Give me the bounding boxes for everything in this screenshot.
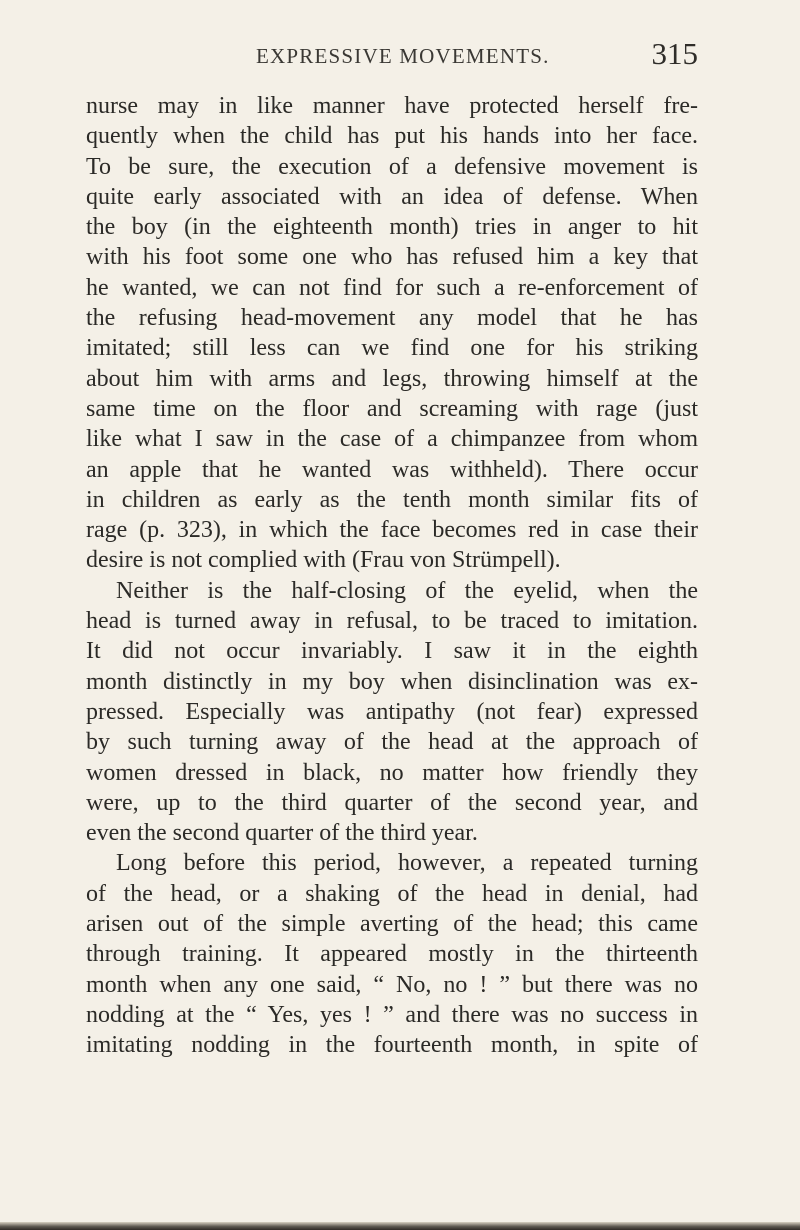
text-line: through training. It appeared mostly in the thirteenth bbox=[86, 941, 698, 968]
text-line: by such turning away of the head at the approach of bbox=[86, 729, 698, 756]
text-line: about him with arms and legs, throwing himself at the bbox=[86, 365, 698, 392]
text-line: imitated; still less can we find one for his striking bbox=[86, 335, 698, 362]
text-line: It did not occur invariably. I saw it in the eighth bbox=[86, 638, 698, 665]
running-title: EXPRESSIVE MOVEMENTS. bbox=[256, 44, 550, 68]
text-line: women dressed in black, no matter how friendly they bbox=[86, 759, 698, 786]
running-head bbox=[86, 36, 698, 72]
text-line: the refusing head-movement any model that he has bbox=[86, 305, 698, 332]
text-line: even the second quarter of the third year. bbox=[86, 820, 478, 847]
text-line: the boy (in the eighteenth month) tries in anger to hit bbox=[86, 214, 698, 241]
text-line: nodding at the “ Yes, yes ! ” and there was no success in bbox=[86, 1001, 698, 1028]
text-line: like what I saw in the case of a chimpanzee from whom bbox=[86, 426, 698, 453]
text-line: month distinctly in my boy when disinclination was ex- bbox=[86, 668, 698, 695]
text-line: month when any one said, “ No, no ! ” but there was no bbox=[86, 971, 698, 998]
text-line: desire is not complied with (Frau von Strümpell). bbox=[86, 547, 561, 574]
text-line: same time on the floor and screaming with rage (just bbox=[86, 395, 698, 422]
page-number: 315 bbox=[651, 36, 698, 71]
text-line: of the head, or a shaking of the head in denial, had bbox=[86, 880, 698, 907]
paragraph-start-line: Neither is the half-closing of the eyelid, when the bbox=[116, 577, 698, 604]
text-line: quite early associated with an idea of defense. When bbox=[86, 183, 698, 210]
text-line: quently when the child has put his hands into her face. bbox=[86, 123, 698, 150]
text-line: To be sure, the execution of a defensive movement is bbox=[86, 153, 698, 180]
text-line: imitating nodding in the fourteenth month, in spite of bbox=[86, 1032, 698, 1059]
text-line: he wanted, we can not find for such a re-enforcement of bbox=[86, 274, 698, 301]
text-line: were, up to the third quarter of the second year, and bbox=[86, 789, 698, 816]
body-text bbox=[86, 91, 698, 1061]
paragraph-start-line: Long before this period, however, a repeated turning bbox=[116, 850, 698, 877]
text-line: in children as early as the tenth month similar fits of bbox=[86, 486, 698, 513]
text-line: arisen out of the simple averting of the head; this came bbox=[86, 911, 698, 938]
text-line: an apple that he wanted was withheld). There occur bbox=[86, 456, 698, 483]
text-line: nurse may in like manner have protected herself fre- bbox=[86, 93, 698, 119]
text-line: pressed. Especially was antipathy (not fear) expressed bbox=[86, 698, 698, 725]
text-line: rage (p. 323), in which the face becomes red in case their bbox=[86, 517, 698, 544]
scan-bottom-edge bbox=[0, 1222, 800, 1230]
text-line: head is turned away in refusal, to be traced to imitation. bbox=[86, 608, 698, 635]
text-line: with his foot some one who has refused him a key that bbox=[86, 244, 698, 271]
